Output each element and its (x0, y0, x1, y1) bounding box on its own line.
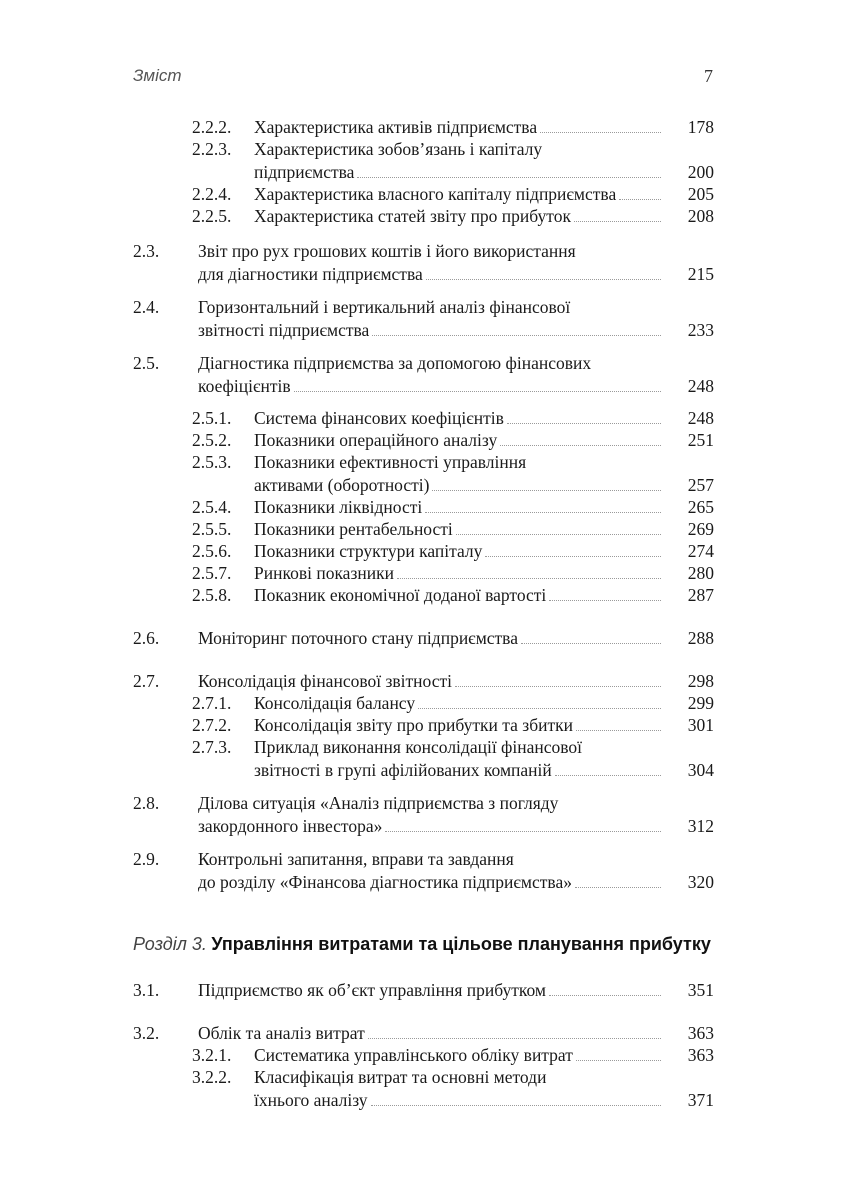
toc-entry[interactable] (0, 116, 849, 139)
toc-entry[interactable] (0, 736, 849, 781)
toc-entry-title: Систематика управлінського обліку витрат (254, 1045, 573, 1065)
toc-entry[interactable] (0, 670, 849, 693)
toc-entry-page: 248 (687, 375, 714, 396)
toc-entry-title: Класифікація витрат та основні методи (254, 1067, 547, 1087)
dot-leader (455, 670, 661, 692)
dot-leader (368, 1022, 661, 1044)
toc-entry-number: 3.2.1. (192, 1045, 232, 1065)
toc-entry-title: Звіт про рух грошових коштів і його використання (198, 241, 576, 261)
toc-entry-title: активами (оборотності) (254, 474, 430, 495)
page-number: 7 (704, 66, 713, 86)
toc-entry-number: 2.7.1. (192, 693, 232, 713)
dot-leader (576, 714, 661, 736)
dot-leader (357, 161, 661, 183)
dot-leader (372, 319, 661, 341)
toc-entry-title: Показники ефективності управління (254, 452, 527, 472)
dot-leader (555, 759, 661, 781)
toc-entry-number: 3.2. (133, 1023, 160, 1043)
toc-entry-title: звітності підприємства (198, 319, 370, 340)
dot-leader (385, 815, 661, 837)
toc-entry-title: Моніторинг поточного стану підприємства (198, 628, 518, 648)
toc-entry-number: 2.2.5. (192, 206, 232, 226)
toc-entry-title: Показники структури капіталу (254, 541, 483, 561)
toc-entry-page: 351 (687, 980, 714, 1000)
toc-entry-title: звітності в групі афілійованих компаній (254, 759, 552, 780)
toc-entry-number: 3.2.2. (192, 1067, 232, 1087)
toc-entry-title: Показник економічної доданої вартості (254, 585, 547, 605)
toc-entry-title: Консолідація балансу (254, 693, 416, 713)
toc-entry-number: 2.5.7. (192, 563, 232, 583)
toc-entry[interactable] (0, 429, 849, 452)
toc-entry[interactable] (0, 1044, 849, 1067)
dot-leader (500, 429, 661, 451)
toc-entry-number: 2.6. (133, 628, 160, 648)
toc-entry-number: 2.7.3. (192, 737, 232, 757)
toc-entry[interactable] (0, 540, 849, 563)
toc-entry[interactable] (0, 1022, 849, 1045)
toc-entry-title: закордонного інвестора» (198, 815, 383, 836)
dot-leader (485, 540, 661, 562)
dot-leader (521, 627, 661, 649)
toc-entry[interactable] (0, 792, 849, 837)
toc-entry-page: 257 (687, 474, 714, 495)
toc-entry-title: Характеристика статей звіту про прибуток (254, 206, 571, 226)
toc-entry[interactable] (0, 205, 849, 228)
toc-entry-title: їхнього аналізу (254, 1089, 368, 1110)
toc-entry-number: 2.5.2. (192, 430, 232, 450)
toc-entry-number: 2.5. (133, 353, 160, 373)
toc-entry-page: 363 (687, 1023, 714, 1043)
toc-entry[interactable] (0, 407, 849, 430)
toc-entry-title: Характеристика активів підприємства (254, 117, 538, 137)
toc-entry-title: коефіцієнтів (198, 375, 291, 396)
toc-entry[interactable] (0, 296, 849, 341)
toc-entry[interactable] (0, 240, 849, 285)
toc-entry-page: 233 (687, 319, 714, 340)
toc-entry-page: 274 (687, 541, 714, 561)
toc-entry-number: 2.7.2. (192, 715, 232, 735)
toc-entry-number: 2.2.2. (192, 117, 232, 137)
dot-leader (397, 562, 661, 584)
dot-leader (540, 116, 661, 138)
toc-entry-page: 208 (687, 206, 714, 226)
toc-entry-title: Ділова ситуація «Аналіз підприємства з погляду (198, 793, 559, 813)
toc-entry-title: Показники ліквідності (254, 497, 423, 517)
chapter-title: Управління витратами та цільове планування прибутку (211, 934, 711, 954)
dot-leader (456, 518, 661, 540)
toc-entry-title: Діагностика підприємства за допомогою фінансових (198, 353, 592, 373)
toc-entry[interactable] (0, 714, 849, 737)
toc-entry-number: 2.5.6. (192, 541, 232, 561)
dot-leader (418, 692, 661, 714)
toc-entry-page: 304 (687, 759, 714, 780)
dot-leader (294, 375, 661, 397)
running-header-title: Зміст (133, 66, 182, 85)
chapter-label: Розділ 3. (133, 934, 207, 954)
toc-entry-page: 200 (687, 161, 714, 182)
toc-entry-page: 299 (687, 693, 714, 713)
toc-entry[interactable] (0, 692, 849, 715)
dot-leader (619, 183, 661, 205)
toc-entry[interactable] (0, 584, 849, 607)
toc-entry-title: Характеристика власного капіталу підприємства (254, 184, 617, 204)
dot-leader (549, 979, 661, 1001)
toc-entry-title: для діагностики підприємства (198, 263, 423, 284)
toc-entry-title: Показники рентабельності (254, 519, 453, 539)
toc-entry-page: 178 (687, 117, 714, 137)
toc-entry-page: 280 (687, 563, 714, 583)
dot-leader (507, 407, 661, 429)
dot-leader (549, 584, 661, 606)
toc-entry-number: 2.5.4. (192, 497, 232, 517)
chapter-heading[interactable] (133, 932, 711, 956)
toc-entry[interactable] (0, 562, 849, 585)
toc-entry[interactable] (0, 1066, 849, 1111)
toc-entry-title: до розділу «Фінансова діагностика підприємства» (198, 871, 572, 892)
toc-entry-number: 2.7. (133, 671, 160, 691)
toc-entry-number: 2.5.3. (192, 452, 232, 472)
toc-entry-title: Приклад виконання консолідації фінансової (254, 737, 583, 757)
dot-leader (575, 871, 661, 893)
toc-entry[interactable] (0, 496, 849, 519)
toc-entry-number: 2.5.5. (192, 519, 232, 539)
toc-entry-title: Підприємство як об’єкт управління прибутком (198, 980, 547, 1000)
toc-entry[interactable] (0, 352, 849, 397)
toc-entry-title: Система фінансових коефіцієнтів (254, 408, 504, 428)
toc-entry-page: 251 (687, 430, 714, 450)
toc-entry-page: 371 (687, 1089, 714, 1110)
toc-entry-number: 2.8. (133, 793, 160, 813)
toc-entry-page: 269 (687, 519, 714, 539)
toc-entry[interactable] (0, 451, 849, 496)
toc-entry-number: 2.3. (133, 241, 160, 261)
toc-entry-page: 205 (687, 184, 714, 204)
toc-entry-page: 287 (687, 585, 714, 605)
dot-leader (425, 496, 661, 518)
toc-entry-page: 288 (687, 628, 714, 648)
toc-entry-title: Контрольні запитання, вправи та завдання (198, 849, 514, 869)
dot-leader (432, 474, 661, 496)
dot-leader (426, 263, 661, 285)
toc-entry-number: 2.9. (133, 849, 160, 869)
dot-leader (576, 1044, 661, 1066)
toc-entry-title: Ринкові показники (254, 563, 394, 583)
toc-entry-page: 298 (687, 671, 714, 691)
toc-entry-page: 320 (687, 871, 714, 892)
toc-entry[interactable] (0, 848, 849, 893)
toc-entry-page: 363 (687, 1045, 714, 1065)
toc-entry[interactable] (0, 138, 849, 183)
toc-entry-title: Консолідація фінансової звітності (198, 671, 452, 691)
toc-entry-number: 2.5.8. (192, 585, 232, 605)
toc-entry-number: 2.5.1. (192, 408, 232, 428)
toc-entry-number: 2.2.3. (192, 139, 232, 159)
toc-entry[interactable] (0, 627, 849, 650)
dot-leader (371, 1089, 661, 1111)
toc-entry-page: 265 (687, 497, 714, 517)
toc-entry-number: 2.2.4. (192, 184, 232, 204)
toc-entry[interactable] (0, 979, 849, 1002)
toc-entry-number: 3.1. (133, 980, 160, 1000)
toc-entry-number: 2.4. (133, 297, 160, 317)
toc-entry-page: 312 (687, 815, 714, 836)
toc-entry-title: Показники операційного аналізу (254, 430, 498, 450)
toc-entry-title: Характеристика зобов’язань і капіталу (254, 139, 543, 159)
toc-entry-page: 301 (687, 715, 714, 735)
toc-entry-title: підприємства (254, 161, 355, 182)
toc-entry-title: Облік та аналіз витрат (198, 1023, 365, 1043)
toc-entry-title: Консолідація звіту про прибутки та збитки (254, 715, 573, 735)
toc-entry-page: 215 (687, 263, 714, 284)
toc-entry-title: Горизонтальний і вертикальний аналіз фінансової (198, 297, 571, 317)
dot-leader (574, 205, 661, 227)
toc-entry[interactable] (0, 183, 849, 206)
toc-entry-page: 248 (687, 408, 714, 428)
toc-entry[interactable] (0, 518, 849, 541)
